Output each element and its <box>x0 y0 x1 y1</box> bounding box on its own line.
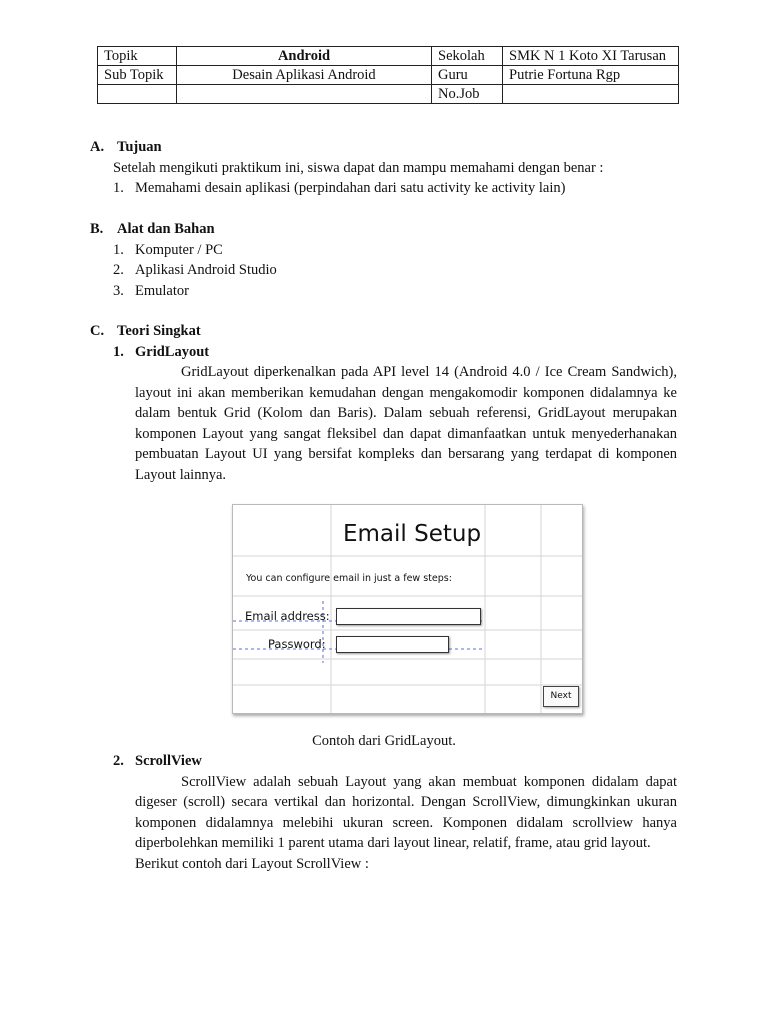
section-c-scrollview <box>90 751 677 874</box>
section-a <box>90 137 603 199</box>
section-a-letter: A. <box>90 139 105 155</box>
subsection-number: 1. <box>113 343 124 360</box>
list-item <box>90 178 603 199</box>
teacher-value: Putrie Fortuna Rgp <box>503 66 679 85</box>
password-label: Password: <box>268 637 326 651</box>
section-c-letter: C. <box>90 323 105 339</box>
list-item <box>90 260 277 281</box>
subtopic-label: Sub Topik <box>98 66 177 85</box>
gridlayout-example-figure <box>232 504 583 714</box>
section-b-letter: B. <box>90 221 104 237</box>
list-number: 1. <box>113 180 124 196</box>
school-value: SMK N 1 Koto XI Tarusan <box>503 47 679 66</box>
email-address-input <box>336 608 481 625</box>
list-number: 3. <box>113 282 124 299</box>
job-number-label: No.Job <box>432 85 503 104</box>
section-c-title <box>90 321 677 342</box>
subsection-gridlayout-title <box>90 342 677 363</box>
subsection-heading: ScrollView <box>135 753 202 769</box>
subsection-number: 2. <box>113 753 124 769</box>
list-item <box>90 281 277 302</box>
list-item <box>90 240 277 261</box>
email-address-label: Email address: <box>245 609 330 623</box>
gridlayout-paragraph: GridLayout diperkenalkan pada API level 14 (Android 4.0 / Ice Cream Sandwich), layout ini akan memberikan kemudahan dengan mengakomodir komponen didalamnya ke dalam bentuk Grid (Kolom dan Baris). Dalam sebuah referensi, GridLayout merupakan komponen Layout yang sangat fleksibel dan dapat dimanfaatkan untuk menyederhanakan pembuatan Layout UI yang bersifat kompleks dan bersarang yang terdapat di komponen Layout lainnya. <box>135 364 677 483</box>
table-row <box>98 47 679 66</box>
header-table <box>97 46 679 104</box>
topic-value: Android <box>177 47 432 66</box>
section-b <box>90 219 277 301</box>
password-input <box>336 636 449 653</box>
subtopic-value: Desain Aplikasi Android <box>177 66 432 85</box>
empty-value-cell <box>177 85 432 104</box>
list-text: Aplikasi Android Studio <box>135 262 277 278</box>
list-number: 1. <box>113 241 124 258</box>
section-b-title <box>90 219 277 240</box>
figure-caption: Contoh dari GridLayout. <box>312 733 456 749</box>
section-b-heading: Alat dan Bahan <box>117 221 215 237</box>
scrollview-follow-line: Berikut contoh dari Layout ScrollView : <box>135 855 369 872</box>
email-setup-title: Email Setup <box>343 521 482 547</box>
empty-label-cell <box>98 85 177 104</box>
next-button: Next <box>543 686 579 707</box>
table-row <box>98 66 679 85</box>
section-a-title <box>90 137 603 158</box>
list-number: 2. <box>113 262 124 278</box>
section-a-heading: Tujuan <box>117 139 162 155</box>
school-label: Sekolah <box>432 47 503 66</box>
section-c <box>90 321 677 485</box>
section-a-intro: Setelah mengikuti praktikum ini, siswa dapat dan mampu memahami dengan benar : <box>113 159 604 176</box>
subsection-heading: GridLayout <box>135 343 210 360</box>
topic-label: Topik <box>98 47 177 66</box>
subsection-scrollview-title <box>90 751 677 772</box>
job-number-value <box>503 85 679 104</box>
teacher-label: Guru <box>432 66 503 85</box>
list-text: Emulator <box>135 282 189 299</box>
section-c-heading: Teori Singkat <box>117 323 201 339</box>
list-text: Komputer / PC <box>135 241 223 258</box>
email-setup-intro: You can configure email in just a few steps: <box>246 573 452 584</box>
list-text: Memahami desain aplikasi (perpindahan dari satu activity ke activity lain) <box>135 180 566 196</box>
table-row <box>98 85 679 104</box>
scrollview-paragraph: ScrollView adalah sebuah Layout yang akan membuat komponen didalam dapat digeser (scroll) secara vertikal dan horizontal. Dengan ScrollView, dimungkinkan ukuran komponen didalamnya melebihi ukuran screen. Komponen didalam scrollview hanya diperbolehkan memiliki 1 parent utama dari layout linear, relatif, frame, atau grid layout. <box>135 773 677 851</box>
